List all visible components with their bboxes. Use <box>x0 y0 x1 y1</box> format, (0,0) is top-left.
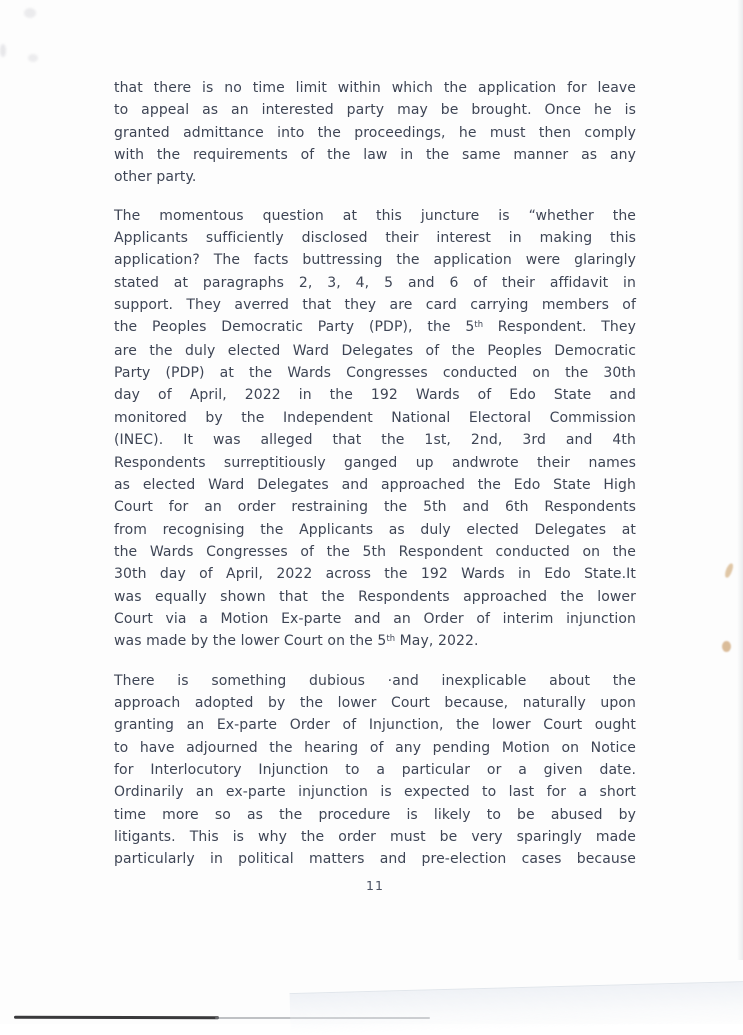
text-line: Court for an order restraining the 5th and 6th Respondents <box>114 499 636 516</box>
text-line: are the duly elected Ward Delegates of the Peoples Democratic <box>114 342 636 359</box>
text-line: litigants. This is why the order must be very sparingly made <box>114 829 636 845</box>
text-line: Court via a Motion Ex-parte and an Order of interim injunction <box>114 610 636 627</box>
text-line: as elected Ward Delegates and approached the Edo State High <box>114 476 636 493</box>
page-number: 11 <box>366 878 384 893</box>
text-line: application? The facts buttressing the application were glaringly <box>114 252 636 269</box>
text-line: time more so as the procedure is likely to be abused by <box>114 806 636 823</box>
scan-artifact-right-edge <box>737 0 743 960</box>
scan-artifact-smudge <box>24 8 36 18</box>
text-line: stated at paragraphs 2, 3, 4, 5 and 6 of their affidavit in <box>114 274 636 291</box>
paragraph <box>114 77 636 189</box>
text-line: granting an Ex-parte Order of Injunction, the lower Court ought <box>114 717 636 734</box>
text-line: from recognising the Applicants as duly elected Delegates at <box>114 521 636 538</box>
text-line: day of April, 2022 in the 192 Wards of Edo State and <box>114 387 636 404</box>
scan-artifact-bottom-line-faint <box>215 1017 430 1019</box>
text-line: particularly in political matters and pre-election cases because <box>114 851 636 868</box>
text-line: The momentous question at this juncture is “whether the <box>114 207 636 224</box>
scan-artifact-bottom-line <box>14 1016 219 1019</box>
text-line: support. They averred that they are card carrying members of <box>114 297 636 314</box>
text-line: was equally shown that the Respondents approached the lower <box>114 588 636 605</box>
text-line: Respondents surreptitiously ganged up andwrote their names <box>114 454 636 471</box>
text-line: Applicants sufficiently disclosed their interest in making this <box>114 230 636 247</box>
scan-artifact-smudge <box>0 44 6 57</box>
text-line: for Interlocutory Injunction to a particular or a given date. <box>114 761 636 778</box>
text-line: There is something dubious ·and inexplicable about the <box>114 672 636 689</box>
text-line: 30th day of April, 2022 across the 192 Wards in Edo State.It <box>114 566 636 583</box>
text-line: (INEC). It was alleged that the 1st, 2nd, 3rd and 4th <box>114 432 636 449</box>
text-line: the Wards Congresses of the 5th Respondent conducted on the <box>114 543 636 560</box>
text-line: Party (PDP) at the Wards Congresses conducted on the 30th <box>114 365 636 382</box>
text-line: was made by the lower Court on the 5th May, 2022. <box>114 633 479 650</box>
scan-artifact-bottom-shadow <box>290 979 743 1035</box>
text-line: other party. <box>114 169 197 186</box>
text-line: monitored by the Independent National Electoral Commission <box>114 409 636 426</box>
text-line: granted admittance into the proceedings, he must then comply <box>114 124 636 141</box>
scan-artifact-smudge <box>28 54 38 62</box>
text-line: that there is no time limit within which the application for leave <box>114 80 636 96</box>
text-line: to appeal as an interested party may be brought. Once he is <box>114 102 636 119</box>
text-line: Ordinarily an ex-parte injunction is expected to last for a short <box>114 784 636 801</box>
scan-artifact-speck <box>722 641 731 652</box>
paragraph <box>114 670 636 871</box>
paragraph <box>114 205 636 654</box>
body-text <box>114 77 636 887</box>
text-line: with the requirements of the law in the same manner as any <box>114 147 636 164</box>
text-line: the Peoples Democratic Party (PDP), the 5th Respondent. They <box>114 319 636 336</box>
text-line: to have adjourned the hearing of any pending Motion on Notice <box>114 739 636 756</box>
text-line: approach adopted by the lower Court because, naturally upon <box>114 694 636 711</box>
scan-artifact-speck <box>724 562 734 578</box>
